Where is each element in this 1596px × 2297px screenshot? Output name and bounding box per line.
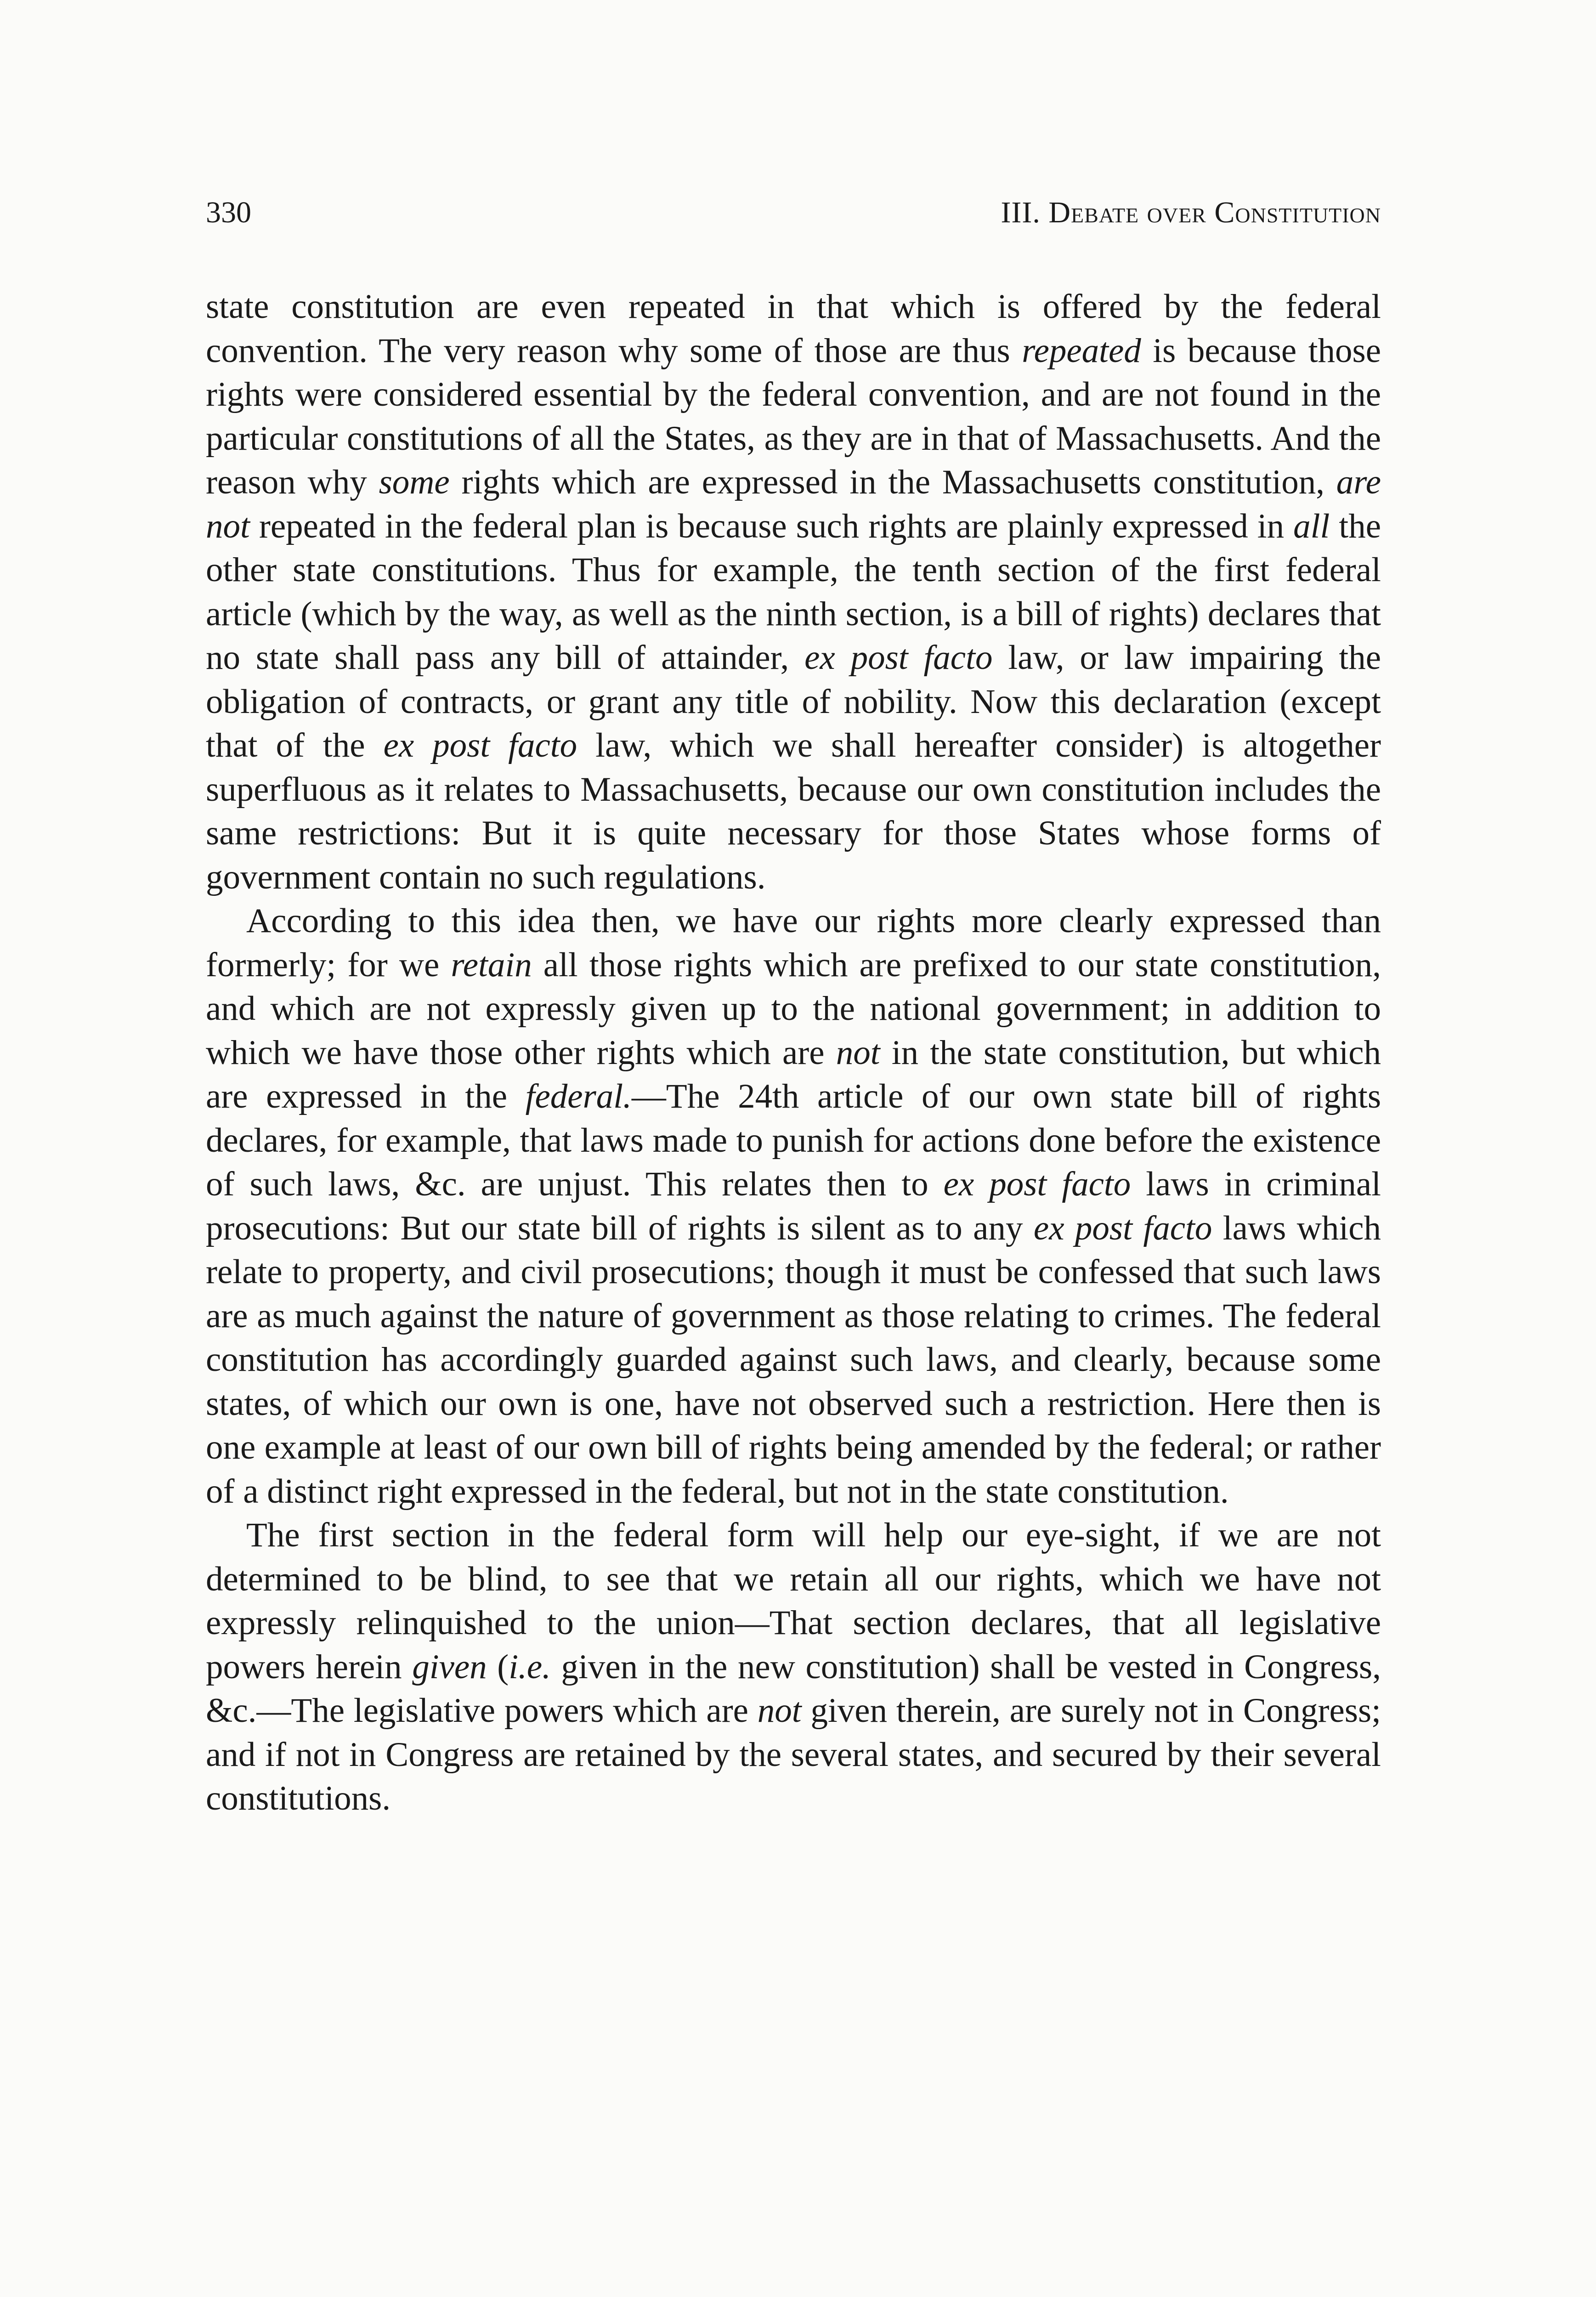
text-run: According to this idea then, we have our rights more clearly expressed than formerly; for we [206,902,1381,984]
text-run: rights which are expressed in the Massachusetts constitution, [449,463,1336,501]
paragraph-2 [206,899,1381,1513]
italic-text: all [1293,507,1330,545]
italic-text: given [412,1647,487,1686]
italic-text: some [379,463,450,501]
text-run: laws which relate to property, and civil prosecutions; though it must be confessed that such laws are as much against the nature of government as those relating to crimes. The federal constitution has accordingly guarded against such laws, and clearly, because some states, of which our own is one, have not observed such a restriction. Here then is one example at least of our own bill of rights being amended by the federal; or rather of a distinct right expressed in the federal, but not in the state constitution. [206,1209,1381,1511]
text-run: law, or law impairing the obligation of contracts, or grant any title of nobility. Now this declaration (except that of the [206,639,1381,764]
italic-text: i.e. [509,1647,551,1686]
italic-text: not [836,1033,880,1072]
text-run: repeated in the federal plan is because such rights are plainly expressed in [249,507,1294,545]
text-run: laws in criminal prosecutions: But our state bill of rights is silent as to any [206,1165,1381,1247]
italic-text: ex post facto [1033,1209,1212,1247]
text-run: is because those rights were considered essential by the federal convention, and are not found in the particular constitutions of all the States, as they are in that of Massachusetts. And the reason why [206,331,1381,501]
text-run: —The 24th article of our own state bill of rights declares, for example, that laws made to punish for actions done before the existence of such laws, &c. are unjust. This relates then to [206,1077,1381,1203]
text-run: the other state constitutions. Thus for example, the tenth section of the first federal article (which by the way, as well as the ninth section, is a bill of rights) declares that no state shall pass any bill of attainder, [206,507,1381,677]
text-run: The first section in the federal form will help our eye-sight, if we are not determined to be blind, to see that we retain all our rights, which we have not expressly relinquished to the union—That section declares, that all legislative powers herein [206,1516,1381,1686]
italic-text: retain [451,945,532,984]
text-run: given in the new constitution) shall be vested in Congress, &c.—The legislative powers which are [206,1647,1381,1730]
text-run: all those rights which are prefixed to our state constitution, and which are not expressly given up to the national government; in addition to which we have those other rights which are [206,945,1381,1072]
text-run: in the state constitution, but which are expressed in the [206,1033,1381,1115]
italic-text: ex post facto [383,726,577,764]
text-run: given therein, are surely not in Congress; and if not in Congress are retained by the several states, and secured by their several constitutions. [206,1692,1381,1817]
running-head [206,198,1381,228]
paragraph-1 [206,285,1381,899]
italic-text: not [757,1692,802,1730]
page-number: 330 [206,196,251,229]
body-text [206,285,1381,1821]
italic-text: ex post facto [804,639,993,677]
running-title: III. Debate over Constitution [1001,196,1381,229]
text-run: ( [487,1647,509,1686]
text-run: state constitution are even repeated in that which is offered by the federal convention. The very reason why some of those are thus [206,288,1381,370]
text-run: law, which we shall hereafter consider) is altogether superfluous as it relates to Massachusetts, because our own constitution includes the same restrictions: But it is quite necessary for those States whose forms of government contain no such regulations. [206,726,1381,896]
italic-text: ex post facto [943,1165,1131,1203]
italic-text: are not [206,463,1381,545]
italic-text: federal. [525,1077,632,1115]
italic-text: repeated [1022,331,1141,370]
paragraph-3 [206,1513,1381,1821]
